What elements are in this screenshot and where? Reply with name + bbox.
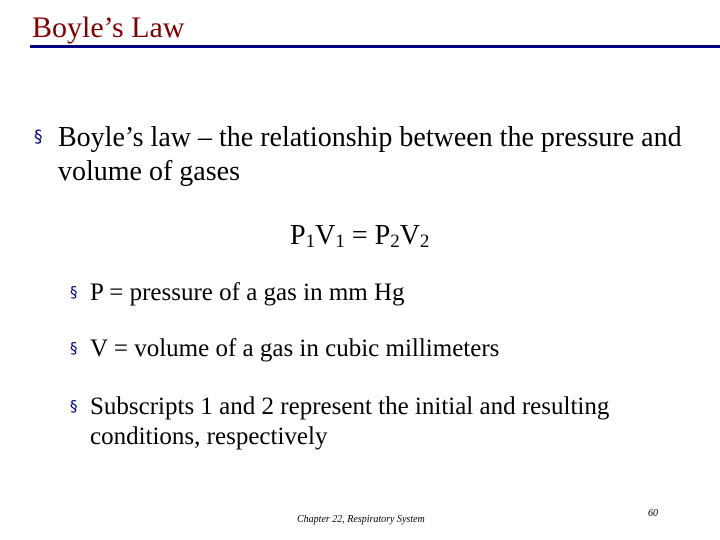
sub-bullet-volume bbox=[70, 334, 710, 364]
equation-p1: P bbox=[290, 220, 306, 251]
sub-bullet-text: P = pressure of a gas in mm Hg bbox=[90, 279, 405, 306]
main-bullet-item bbox=[34, 121, 704, 189]
equation-subscript-2: 2 bbox=[390, 231, 400, 252]
sub-bullet-text: Subscripts 1 and 2 represent the initial and resulting conditions, respectively bbox=[90, 393, 610, 450]
title-underline bbox=[30, 45, 720, 48]
square-bullet-icon: § bbox=[70, 339, 78, 357]
slide-footer: Chapter 22, Respiratory System bbox=[297, 514, 425, 525]
equation-subscript-2b: 2 bbox=[419, 231, 430, 252]
slide-title: Boyle’s Law bbox=[32, 11, 185, 44]
equation-equals: = bbox=[344, 220, 375, 251]
equation-v2: V bbox=[399, 220, 420, 251]
sub-bullet-pressure bbox=[70, 278, 710, 308]
sub-bullet-text: V = volume of a gas in cubic millimeters bbox=[90, 335, 500, 362]
sub-bullet-subscripts bbox=[70, 392, 710, 452]
square-bullet-icon: § bbox=[70, 283, 78, 301]
equation-p2: P bbox=[374, 220, 391, 251]
boyles-law-equation bbox=[290, 219, 429, 253]
main-bullet-text: Boyle’s law – the relationship between the pressure and volume of gases bbox=[58, 122, 682, 187]
equation-subscript-1b: 1 bbox=[335, 231, 345, 252]
equation-v1: V bbox=[315, 220, 336, 251]
square-bullet-icon: § bbox=[70, 397, 78, 415]
equation-subscript-1: 1 bbox=[305, 231, 316, 252]
square-bullet-icon: § bbox=[34, 127, 43, 147]
page-number: 60 bbox=[648, 508, 658, 519]
